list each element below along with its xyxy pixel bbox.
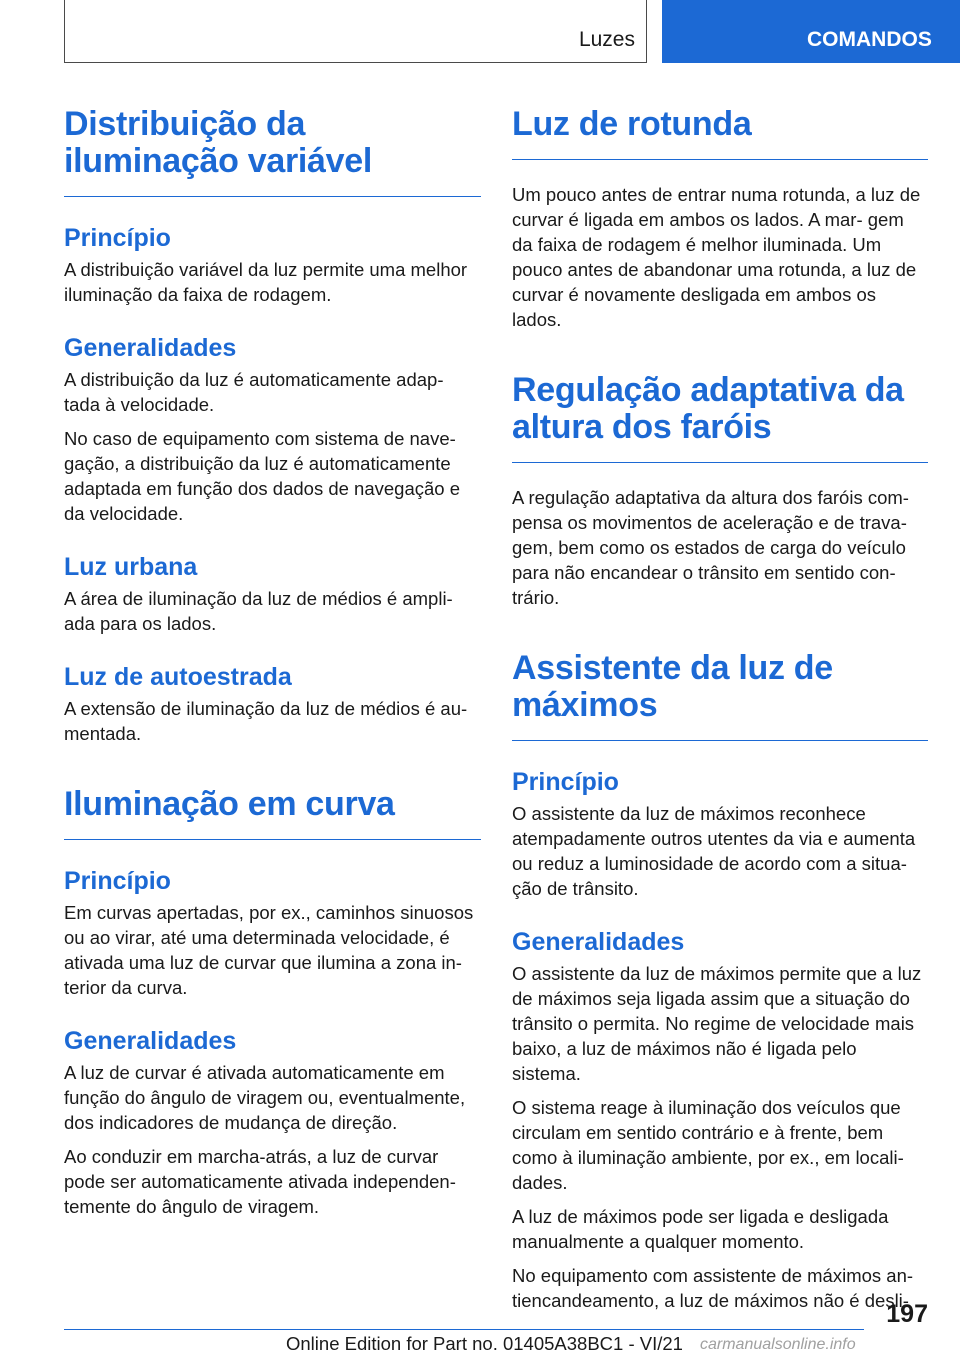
subheading-city-light: Luz urbana bbox=[64, 553, 198, 581]
paragraph: No caso de equipamento com sistema de nave- gação, a distribuição da luz é automaticamente adaptada em função dos dados de navegação e da velocidade. bbox=[64, 428, 461, 524]
paragraph: A luz de curvar é ativada automaticamente em função do ângulo de viragem ou, eventualmente, dos indicadores de mudança de direção. bbox=[64, 1062, 466, 1133]
paragraph: Ao conduzir em marcha-atrás, a luz de curvar pode ser automaticamente ativada independen- temente do ângulo de viragem. bbox=[64, 1146, 456, 1217]
subheading-general: Generalidades bbox=[64, 334, 237, 362]
subheading-general: Generalidades bbox=[512, 928, 685, 956]
left-column bbox=[64, 100, 481, 1219]
section-heading-variable-light-distribution: Distribuição da iluminação variável bbox=[64, 105, 373, 180]
heading-rule bbox=[64, 839, 481, 840]
subheading-motorway-light: Luz de autoestrada bbox=[64, 663, 292, 691]
footer-rule bbox=[64, 1329, 864, 1330]
paragraph: A regulação adaptativa da altura dos faróis com- pensa os movimentos de aceleração e de trava- gem, bem como os estados de carga do veículo para não encandear o trânsito em sentido con- trário. bbox=[512, 487, 909, 608]
paragraph: No equipamento com assistente de máximos an- tiencandeamento, a luz de máximos não é desli- bbox=[512, 1265, 914, 1311]
section-heading-cornering-light: Iluminação em curva bbox=[64, 785, 395, 823]
paragraph: A luz de máximos pode ser ligada e desligada manualmente a qualquer momento. bbox=[512, 1206, 889, 1252]
page-number: 197 bbox=[886, 1300, 928, 1328]
paragraph: O sistema reage à iluminação dos veículos que circulam em sentido contrário e à frente, bem como à iluminação ambiente, por ex., em locali- dades. bbox=[512, 1097, 904, 1193]
section-heading-high-beam-assistant: Assistente da luz de máximos bbox=[512, 649, 833, 724]
paragraph: O assistente da luz de máximos permite que a luz de máximos seja ligada assim que a situação do trânsito o permita. No regime de velocidade mais baixo, a luz de máximos não é ligada pelo sistema. bbox=[512, 963, 922, 1084]
paragraph: O assistente da luz de máximos reconhece atempadamente outros utentes da via e aumenta ou reduz a luminosidade de acordo com a situa- ção de trânsito. bbox=[512, 803, 916, 899]
paragraph: Em curvas apertadas, por ex., caminhos sinuosos ou ao virar, até uma determinada velocidade, é ativada uma luz de curvar que ilumina a zona in- terior da curva. bbox=[64, 902, 474, 998]
heading-rule bbox=[512, 462, 928, 463]
watermark: carmanualsonline.info bbox=[700, 1336, 856, 1353]
paragraph: A distribuição variável da luz permite uma melhor iluminação da faixa de rodagem. bbox=[64, 259, 468, 305]
subheading-principle: Princípio bbox=[64, 224, 171, 252]
heading-rule bbox=[512, 740, 928, 741]
subheading-principle: Princípio bbox=[64, 867, 171, 895]
header-frame bbox=[64, 0, 647, 63]
section-heading-headlight-range-control: Regulação adaptativa da altura dos faróis bbox=[512, 371, 904, 446]
paragraph: A extensão de iluminação da luz de médios é au- mentada. bbox=[64, 698, 468, 744]
right-column bbox=[512, 100, 928, 1313]
paragraph: A distribuição da luz é automaticamente adap- tada à velocidade. bbox=[64, 369, 444, 415]
chapter-tab: COMANDOS bbox=[662, 0, 960, 63]
section-heading-roundabout-light: Luz de rotunda bbox=[512, 105, 752, 143]
edition-footer: Online Edition for Part no. 01405A38BC1 - VI/21 bbox=[286, 1333, 683, 1354]
heading-rule bbox=[512, 159, 928, 160]
section-title: Luzes bbox=[578, 28, 635, 51]
paragraph: Um pouco antes de entrar numa rotunda, a luz de curvar é ligada em ambos os lados. A mar- gem da faixa de rodagem é melhor iluminada. Um pouco antes de abandonar uma rotunda, a luz de curvar é novamente desligada em ambos os lados. bbox=[512, 184, 921, 330]
paragraph: A área de iluminação da luz de médios é ampli- ada para os lados. bbox=[64, 588, 453, 634]
subheading-general: Generalidades bbox=[64, 1027, 237, 1055]
heading-rule bbox=[64, 196, 481, 197]
subheading-principle: Princípio bbox=[512, 768, 619, 796]
